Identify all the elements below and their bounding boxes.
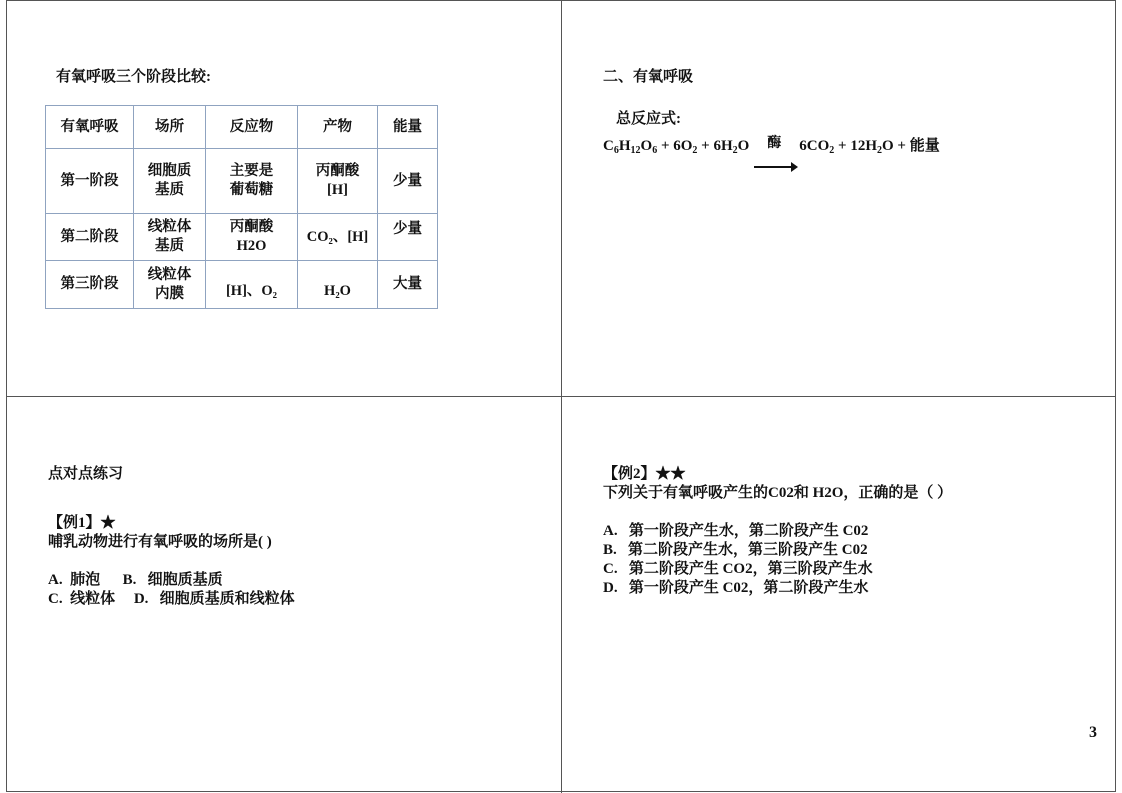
table-cell: 第一阶段 — [46, 149, 134, 214]
example2-option: B. 第二阶段产生水，第三阶段产生 C02 — [603, 542, 868, 558]
eq-part: H — [618, 138, 631, 154]
slide1-title: 有氧呼吸三个阶段比较: — [56, 69, 211, 85]
eq-part: O + 能量 — [882, 138, 940, 154]
enzyme-label: 酶 — [767, 136, 782, 151]
slide3-title: 点对点练习 — [48, 466, 124, 482]
eq-part: + 6O — [657, 138, 693, 154]
equation-label: 总反应式: — [616, 111, 681, 127]
page-number: 3 — [1089, 724, 1097, 741]
table-cell: 少量 — [378, 214, 438, 261]
eq-sub: 2 — [877, 145, 883, 156]
table-cell: H₂O — [298, 261, 378, 309]
example2-label: 【例2】★★ — [603, 466, 686, 482]
equation-reactants — [603, 137, 749, 156]
eq-part: + 6H — [697, 138, 733, 154]
table-cell: 丙酮酸 H2O — [206, 214, 298, 261]
table-cell: 少量 — [378, 149, 438, 214]
reaction-arrow-icon — [754, 166, 794, 168]
header-cell: 产物 — [298, 106, 378, 149]
table-cell: 第二阶段 — [46, 214, 134, 261]
eq-sub: 6 — [652, 145, 658, 156]
table-cell: [H]、O₂ — [206, 261, 298, 309]
table-cell: 线粒体 内膜 — [134, 261, 206, 309]
eq-sub: 6 — [613, 145, 619, 156]
example2-question: 下列关于有氧呼吸产生的C02和 H2O，正确的是（ ） — [603, 485, 953, 501]
example2-option: D. 第一阶段产生 C02，第二阶段产生水 — [603, 580, 869, 596]
eq-part: + 12H — [834, 138, 878, 154]
table-cell: 细胞质 基质 — [134, 149, 206, 214]
table-cell: 主要是 葡萄糖 — [206, 149, 298, 214]
table-row — [46, 214, 438, 261]
stage-comparison-table — [45, 105, 438, 309]
eq-sub: 2 — [692, 145, 698, 156]
reaction-arrow — [751, 136, 797, 156]
eq-part: O — [737, 138, 750, 154]
table-cell: CO₂、[H] — [298, 214, 378, 261]
table-cell: 第三阶段 — [46, 261, 134, 309]
example1-label: 【例1】★ — [48, 515, 116, 531]
eq-sub: 2 — [732, 145, 738, 156]
eq-part: O — [640, 138, 653, 154]
reaction-equation — [603, 136, 940, 156]
eq-sub: 2 — [829, 145, 835, 156]
example2-option: C. 第二阶段产生 CO2，第三阶段产生水 — [603, 561, 873, 577]
header-cell: 有氧呼吸 — [46, 106, 134, 149]
slide2-title: 二、有氧呼吸 — [603, 69, 694, 85]
header-cell: 反应物 — [206, 106, 298, 149]
example1-option: A. 肺泡 B. 细胞质基质 — [48, 572, 223, 588]
header-cell: 能量 — [378, 106, 438, 149]
horizontal-divider — [6, 396, 1116, 397]
table-header-row — [46, 106, 438, 149]
equation-products — [799, 137, 939, 156]
example2-option: A. 第一阶段产生水，第二阶段产生 C02 — [603, 523, 869, 539]
eq-part: C — [603, 138, 614, 154]
table-cell: 丙酮酸 [H] — [298, 149, 378, 214]
eq-part: 6CO — [799, 138, 830, 154]
table-row — [46, 149, 438, 214]
example1-option: C. 线粒体 D. 细胞质基质和线粒体 — [48, 591, 295, 607]
table-cell: 线粒体 基质 — [134, 214, 206, 261]
example1-question: 哺乳动物进行有氧呼吸的场所是( ) — [48, 534, 272, 550]
table-cell: 大量 — [378, 261, 438, 309]
header-cell: 场所 — [134, 106, 206, 149]
eq-sub: 12 — [630, 145, 641, 156]
table-row — [46, 261, 438, 309]
